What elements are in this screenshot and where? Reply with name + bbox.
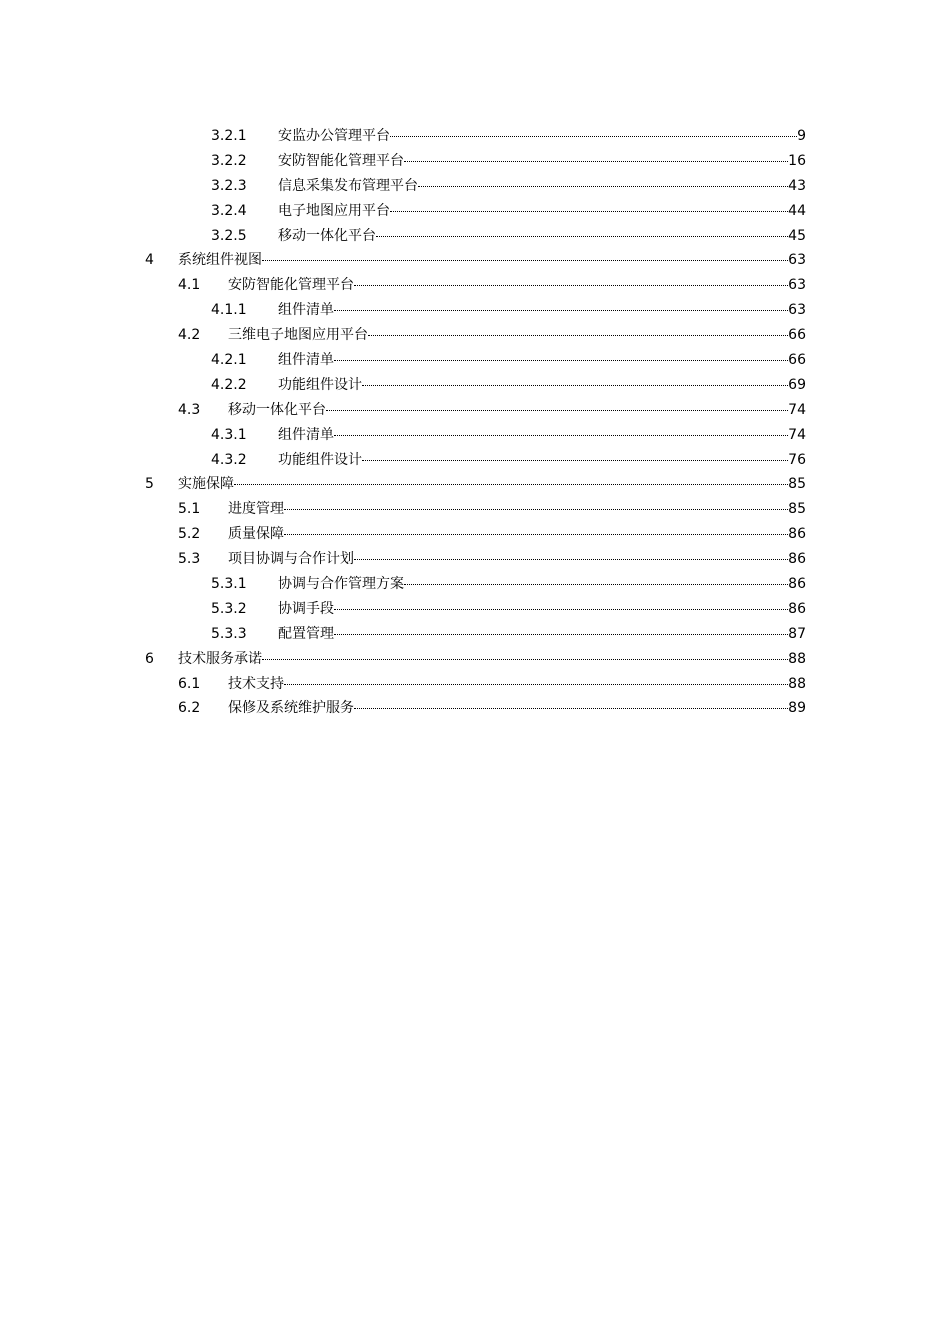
toc-entry-page-number: 63 — [788, 277, 806, 294]
toc-entry[interactable] — [0, 672, 950, 697]
toc-leader-dots — [404, 160, 788, 162]
toc-entry[interactable] — [0, 373, 950, 398]
toc-entry-page-number: 86 — [788, 526, 806, 543]
toc-entry[interactable] — [0, 423, 950, 448]
toc-entry-number: 3.2.2 — [211, 152, 247, 169]
toc-entry-number: 4.3.1 — [211, 426, 247, 443]
toc-entry-row — [278, 124, 806, 149]
toc-entry-row — [228, 522, 806, 547]
toc-entry-number: 4.2.1 — [211, 352, 247, 369]
toc-entry[interactable] — [0, 149, 950, 174]
toc-entry-row — [228, 398, 806, 423]
toc-entry[interactable] — [0, 124, 950, 149]
toc-leader-dots — [390, 210, 788, 212]
toc-entry-row — [278, 348, 806, 373]
toc-entry-number: 4.3.2 — [211, 451, 247, 468]
toc-entry-page-number: 44 — [788, 202, 806, 219]
toc-entry-number: 4 — [145, 252, 154, 269]
toc-entry[interactable] — [0, 497, 950, 522]
toc-entry-page-number: 85 — [788, 476, 806, 493]
toc-entry-row — [278, 149, 806, 174]
toc-leader-dots — [418, 185, 788, 187]
toc-entry-title[interactable]: 功能组件设计 — [278, 376, 362, 393]
toc-entry-page-number: 86 — [788, 551, 806, 568]
toc-leader-dots — [326, 409, 788, 411]
toc-entry-page-number: 66 — [788, 352, 806, 369]
toc-entry[interactable] — [0, 472, 950, 497]
toc-leader-dots — [284, 508, 788, 510]
toc-entry-row — [278, 224, 806, 249]
toc-entry[interactable] — [0, 696, 950, 721]
toc-entry-number: 5.2 — [178, 526, 201, 543]
toc-entry-title[interactable]: 项目协调与合作计划 — [228, 551, 354, 568]
toc-entry-page-number: 9 — [797, 128, 806, 144]
toc-entry[interactable] — [0, 248, 950, 273]
toc-entry-page-number: 87 — [788, 625, 806, 642]
toc-entry-number: 6.2 — [178, 700, 201, 717]
toc-entry-number: 5.1 — [178, 501, 201, 518]
toc-entry[interactable] — [0, 597, 950, 622]
toc-entry-number: 3.2.3 — [211, 177, 247, 194]
toc-entry-row — [228, 547, 806, 572]
toc-entry-row — [228, 696, 806, 721]
toc-entry[interactable] — [0, 398, 950, 423]
toc-leader-dots — [334, 434, 788, 436]
toc-entry-page-number: 63 — [788, 302, 806, 319]
toc-entry-number: 4.2.2 — [211, 376, 247, 393]
toc-entry-title[interactable]: 协调与合作管理方案 — [278, 576, 404, 593]
toc-entry-number: 4.3 — [178, 401, 201, 418]
toc-entry-page-number: 69 — [788, 376, 806, 393]
toc-entry-page-number: 89 — [788, 700, 806, 717]
toc-leader-dots — [368, 334, 788, 336]
toc-entry-row — [278, 298, 806, 323]
toc-entry[interactable] — [0, 199, 950, 224]
toc-entry-title[interactable]: 移动一体化平台 — [278, 227, 376, 244]
toc-entry-number: 3.2.4 — [211, 202, 247, 219]
toc-entry-title[interactable]: 组件清单 — [278, 302, 334, 319]
toc-entry-title[interactable]: 协调手段 — [278, 600, 334, 617]
toc-entry-number: 6 — [145, 650, 154, 667]
toc-entry[interactable] — [0, 522, 950, 547]
toc-entry-number: 4.2 — [178, 327, 201, 344]
toc-entry-page-number: 74 — [788, 401, 806, 418]
toc-entry-page-number: 88 — [788, 650, 806, 667]
toc-leader-dots — [284, 533, 788, 535]
toc-entry-title[interactable]: 功能组件设计 — [278, 451, 362, 468]
toc-leader-dots — [354, 558, 788, 560]
toc-entry-page-number: 86 — [788, 576, 806, 593]
toc-entry-title[interactable]: 安防智能化管理平台 — [228, 277, 354, 294]
toc-entry-number: 5 — [145, 476, 154, 493]
toc-entry[interactable] — [0, 273, 950, 298]
toc-entry-number: 4.1.1 — [211, 302, 247, 319]
toc-entry-row — [228, 672, 806, 697]
toc-entry-row — [278, 622, 806, 647]
toc-leader-dots — [334, 309, 788, 311]
toc-leader-dots — [354, 707, 788, 709]
toc-entry-number: 5.3.2 — [211, 600, 247, 617]
toc-entry-row — [278, 597, 806, 622]
toc-entry-title[interactable]: 组件清单 — [278, 426, 334, 443]
toc-entry-title[interactable]: 系统组件视图 — [178, 252, 262, 269]
toc-entry-number: 3.2.1 — [211, 128, 247, 144]
toc-entry-row — [178, 472, 806, 497]
toc-entry-row — [228, 497, 806, 522]
toc-entry-row — [178, 647, 806, 672]
toc-entry-page-number: 88 — [788, 675, 806, 692]
toc-entry[interactable] — [0, 224, 950, 249]
toc-leader-dots — [390, 135, 797, 137]
toc-entry[interactable] — [0, 547, 950, 572]
toc-entry-row — [278, 199, 806, 224]
toc-entry-page-number: 43 — [788, 177, 806, 194]
toc-entry-title[interactable]: 保修及系统维护服务 — [228, 700, 354, 717]
toc-entry-row — [278, 448, 806, 473]
toc-entry-page-number: 85 — [788, 501, 806, 518]
toc-entry-number: 3.2.5 — [211, 227, 247, 244]
toc-entry-title[interactable]: 进度管理 — [228, 501, 284, 518]
toc-entry-row — [228, 323, 806, 348]
toc-entry[interactable] — [0, 298, 950, 323]
toc-entry-title[interactable]: 质量保障 — [228, 526, 284, 543]
toc-entry-row — [228, 273, 806, 298]
toc-entry-title[interactable]: 技术支持 — [228, 675, 284, 692]
toc-leader-dots — [354, 284, 788, 286]
toc-entry-row — [278, 423, 806, 448]
toc-entry-title[interactable]: 安监办公管理平台 — [278, 128, 390, 144]
toc-entry[interactable] — [0, 572, 950, 597]
toc-leader-dots — [362, 384, 788, 386]
toc-entry-number: 5.3.3 — [211, 625, 247, 642]
toc-entry[interactable] — [0, 448, 950, 473]
toc-entry-page-number: 16 — [788, 152, 806, 169]
toc-entry-row — [278, 373, 806, 398]
toc-entry[interactable] — [0, 622, 950, 647]
toc-entry-page-number: 66 — [788, 327, 806, 344]
toc-leader-dots — [334, 608, 788, 610]
toc-entry-title[interactable]: 三维电子地图应用平台 — [228, 327, 368, 344]
toc-entry-title[interactable]: 安防智能化管理平台 — [278, 152, 404, 169]
toc-entry-row — [278, 572, 806, 597]
toc-leader-dots — [284, 683, 788, 685]
toc-entry[interactable] — [0, 348, 950, 373]
table-of-contents — [0, 124, 950, 721]
toc-leader-dots — [262, 658, 788, 660]
toc-leader-dots — [362, 459, 788, 461]
toc-entry-page-number: 76 — [788, 451, 806, 468]
toc-leader-dots — [334, 359, 788, 361]
toc-entry[interactable] — [0, 647, 950, 672]
toc-leader-dots — [404, 583, 788, 585]
toc-leader-dots — [376, 235, 788, 237]
toc-entry-title[interactable]: 组件清单 — [278, 352, 334, 369]
toc-entry-page-number: 86 — [788, 600, 806, 617]
toc-entry-row — [278, 174, 806, 199]
toc-entry-page-number: 74 — [788, 426, 806, 443]
toc-entry[interactable] — [0, 174, 950, 199]
toc-entry-title[interactable]: 移动一体化平台 — [228, 401, 326, 418]
toc-leader-dots — [234, 483, 788, 485]
toc-entry-number: 6.1 — [178, 675, 201, 692]
toc-entry-number: 5.3 — [178, 551, 201, 568]
toc-entry-page-number: 63 — [788, 252, 806, 269]
toc-entry-title[interactable]: 配置管理 — [278, 625, 334, 642]
toc-entry-title[interactable]: 实施保障 — [178, 476, 234, 493]
toc-entry-title[interactable]: 电子地图应用平台 — [278, 202, 390, 219]
toc-leader-dots — [262, 259, 788, 261]
toc-entry-page-number: 45 — [788, 227, 806, 244]
toc-entry-row — [178, 248, 806, 273]
toc-entry-title[interactable]: 技术服务承诺 — [178, 650, 262, 667]
toc-entry-number: 5.3.1 — [211, 576, 247, 593]
toc-leader-dots — [334, 633, 788, 635]
toc-entry-title[interactable]: 信息采集发布管理平台 — [278, 177, 418, 194]
toc-entry-number: 4.1 — [178, 277, 201, 294]
toc-entry[interactable] — [0, 323, 950, 348]
